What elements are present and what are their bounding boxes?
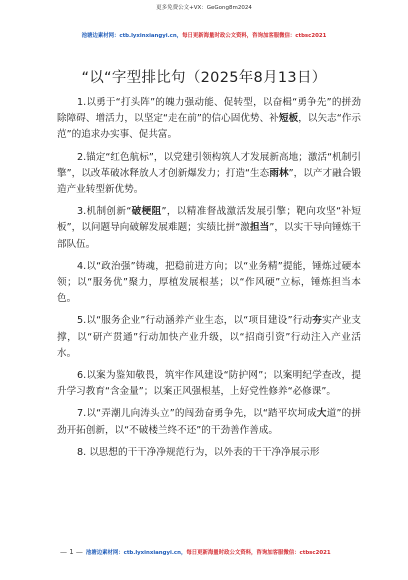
header-ad-line bbox=[24, 31, 384, 39]
document-title: “以“字型排比句（2025年8月13日） bbox=[81, 70, 327, 86]
paragraph-7: 7.以“弄潮儿向涛头立”的闯劲奋勇争先，以“踏平坎坷成大道”的拼劲开拓创新，以“不破楼兰终不还”的干劲善作善成。 bbox=[57, 408, 361, 436]
page-number: — 1 — bbox=[60, 548, 83, 556]
paragraph-3: 3.机制创新“破梗阻”，以精准督战激活发展引擎；靶向攻坚“补短板”，以问题导向破解发展难题；实绩比拼“激担当”，以实干导向锤炼干部队伍。 bbox=[57, 206, 361, 250]
paragraph-4: 4.以“政治强”铸魂，把稳前进方向；以“业务精”提能，锤炼过硬本领；以“服务优”聚力，厚植发展根基；以“作风硬”立标，锤炼担当本色。 bbox=[57, 260, 361, 305]
paragraph-8: 8. 以思想的干干净净规范行为，以外表的干干净净展示形 bbox=[77, 446, 320, 458]
top-note: 更多免费公文+VX：GeGong8m2024 bbox=[156, 5, 252, 11]
header-ad-site: 池塘边素材网：ctb.lyxinxiangyi.cn， bbox=[81, 33, 183, 39]
header-ad-contact: 每日更新海量时政公文资料，咨询加客服微信：ctbsc2021 bbox=[182, 33, 327, 39]
footer-ad-site: 池塘边素材网：ctb.lyxinxiangyi.cn， bbox=[85, 550, 187, 556]
paragraph-2: 2.锚定“红色航标”，以党建引领构筑人才发展新高地；激活“机制引擎”，以改革破冰释放人才创新爆发力；打造“生态雨林”，以产才融合锻造产业转型新优势。 bbox=[57, 151, 361, 196]
paragraph-6: 6.以案为鉴知敬畏，筑牢作风建设“防护网”；以案明纪学查改，提升学习教育“含金量”；以案正风强根基，上好党性修养“必修课”。 bbox=[57, 370, 361, 398]
paragraph-5: 5.以“服务企业”行动涵养产业生态，以“项目建设”行动夯实产业支撑，以“研产贯通”行动加快产业升级，以“招商引资”行动注入产业活水。 bbox=[57, 315, 362, 359]
document-body bbox=[57, 95, 361, 467]
paragraph-1: 1.以勇于“打头阵”的魄力强动能、促转型，以奋楫“勇争先”的拼劲除障碍、增活力，以坚定“走在前”的信心固优势、补短板，以矢志“作示范”的追求办实事、促共富。 bbox=[57, 97, 361, 141]
footer-ad-contact: 每日更新海量时政公文资料，咨询加客服微信：ctbsc2021 bbox=[186, 550, 331, 556]
footer bbox=[60, 548, 360, 556]
